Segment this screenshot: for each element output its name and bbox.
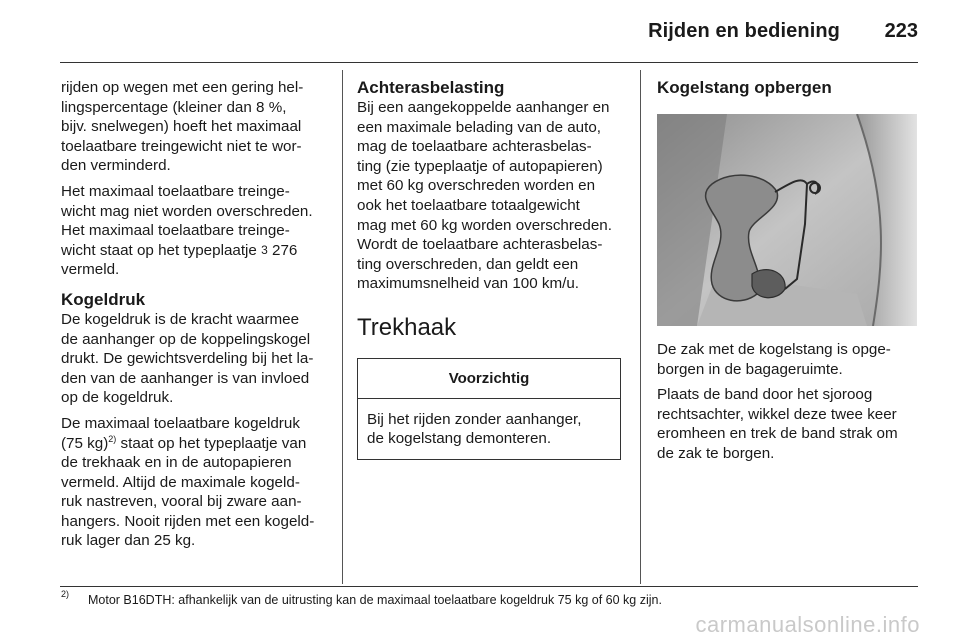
paragraph [657,340,921,379]
text-line: ook het toelaatbare totaalgewicht [357,196,580,214]
cross-reference-arrow-icon[interactable]: 3 [261,242,268,257]
text-line: Bij een aangekoppelde aanhanger en [357,99,610,116]
text-line: op de kogeldruk. [61,389,174,407]
paragraph [61,182,327,280]
text-line: een maximale belading van de auto, [357,118,602,136]
caution-box [357,358,621,460]
caution-body [358,399,620,459]
text-line: vermeld. Altijd de maximale kogeld- [61,473,300,491]
text-line: Het maximaal toelaatbare treinge- [61,182,290,200]
site-watermark: carmanualsonline.info [695,612,920,637]
header-divider [60,62,918,63]
footnote-divider [60,586,918,587]
section-heading-kogeldruk: Kogeldruk [61,289,146,309]
text-line: maximumsnelheid van 100 km/u. [357,275,580,293]
text-line: de trekhaak en in de autopapieren [61,454,292,472]
column-2 [357,78,625,460]
section-heading-achterasbelasting: Achterasbelasting [357,78,505,97]
text-line: ting overschreden, dan geldt een [357,255,579,273]
text-line: Plaats de band door het sjoroog [657,386,873,404]
text-line: vermeld. [61,261,120,279]
text-line: bijv. snelwegen) hoeft het maximaal [61,118,302,136]
text-line: de aanhanger op de koppelingskogel [61,330,311,348]
text-line: mag met 60 kg worden overschreden. [357,216,612,234]
text-fragment: wicht staat op het typeplaatje [61,241,257,259]
text-line: ting (zie typeplaatje of autopapieren) [357,157,603,175]
text-line: lingspercentage (kleiner dan 8 %, [61,98,287,116]
text-line: rijden op wegen met een gering hel- [61,79,304,96]
text-line: de kogelstang demonteren. [367,430,552,448]
text-line: Bij het rijden zonder aanhanger, [367,410,582,428]
text-line: drukt. De gewichtsverdeling bij het la- [61,350,314,368]
text-line: hangers. Nooit rijden met een kogeld- [61,512,315,530]
text-fragment: (75 kg) [61,434,109,452]
text-line: de zak te borgen. [657,444,775,462]
paragraph [61,310,327,408]
text-fragment: staat op het typeplaatje van [116,434,307,452]
column-divider [640,70,641,584]
text-line [61,434,327,454]
towbar-bag-illustration [657,114,917,326]
paragraph [61,414,327,551]
paragraph [657,385,921,463]
text-line: ruk nastreven, vooral bij zware aan- [61,493,302,511]
text-line: ruk lager dan 25 kg. [61,532,196,550]
text-line: den verminderd. [61,157,171,175]
text-line: De kogeldruk is de kracht waarmee [61,310,300,328]
text-line: rechtsachter, wikkel deze twee keer [657,405,897,423]
column-divider [342,70,343,584]
text-line: den van de aanhanger is van invloed [61,369,310,387]
text-line: met 60 kg overschreden worden en [357,177,596,195]
text-line: eromheen en trek de band strak om [657,425,898,443]
paragraph [357,98,625,294]
text-line: Het maximaal toelaatbare treinge- [61,222,290,240]
text-line: borgen in de bagageruimte. [657,360,843,378]
section-title-trekhaak: Trekhaak [357,313,457,341]
running-header-title: Rijden en bediening [648,20,840,42]
text-line: wicht mag niet worden overschreden. [61,202,313,220]
text-line: De maximaal toelaatbare kogeldruk [61,414,300,432]
section-heading-kogelstang-opbergen: Kogelstang opbergen [657,78,832,97]
text-line: mag de toelaatbare achterasbelas- [357,138,592,156]
text-line: toelaatbare treingewicht niet te wor- [61,137,302,155]
column-3 [657,78,921,470]
caution-title: Voorzichtig [358,359,620,399]
text-line: Wordt de toelaatbare achterasbelas- [357,236,603,254]
text-line: De zak met de kogelstang is opge- [657,341,891,358]
footnote-reference[interactable]: 2) [108,433,117,444]
paragraph [61,78,327,176]
column-1 [61,78,327,557]
text-line [61,241,327,261]
footnote-mark: 2) [61,589,70,599]
footnote-text: Motor B16DTH: afhankelijk van de uitrusting kan de maximaal toelaatbare kogeldruk 75 kg of 60 kg zijn. [88,593,662,607]
towbar-bag-photo [657,114,917,326]
page-number: 223 [884,20,918,42]
page-reference-link[interactable]: 276 [272,241,298,259]
